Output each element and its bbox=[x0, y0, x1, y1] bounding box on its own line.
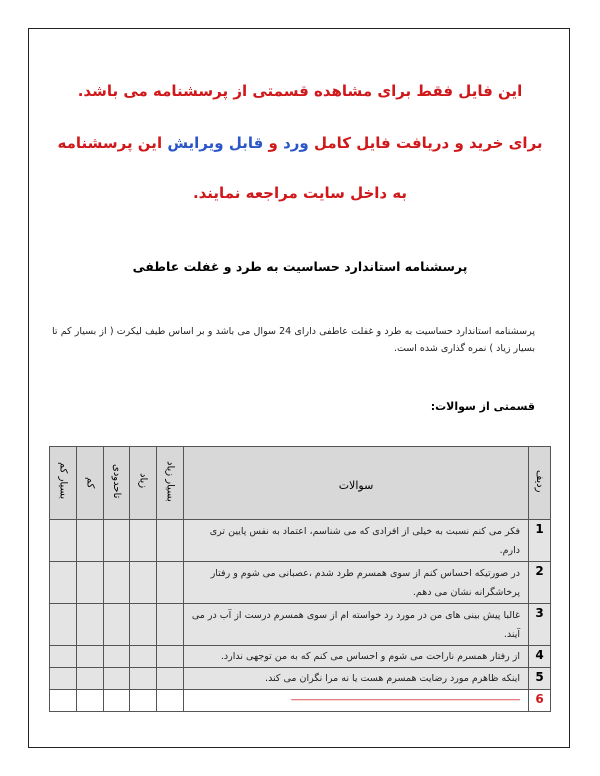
question-text: غالبا پیش بینی های من در مورد رد خواسته ام از سوی همسرم درست از آب در می آیند. bbox=[184, 604, 529, 646]
answer-cell[interactable] bbox=[77, 604, 104, 646]
row-number: 6 bbox=[529, 690, 551, 712]
table-row bbox=[50, 520, 551, 562]
notice-text-3: به داخل سایت مراجعه نمایند. bbox=[192, 184, 408, 202]
table-row bbox=[50, 690, 551, 712]
answer-cell[interactable] bbox=[104, 646, 130, 668]
answer-cell[interactable] bbox=[157, 690, 184, 712]
answer-cell[interactable] bbox=[157, 604, 184, 646]
answer-cell[interactable] bbox=[130, 562, 157, 604]
answer-cell[interactable] bbox=[77, 668, 104, 690]
header-row-number: ردیف bbox=[529, 447, 551, 520]
table-row bbox=[50, 604, 551, 646]
answer-cell[interactable] bbox=[104, 562, 130, 604]
answer-cell[interactable] bbox=[104, 668, 130, 690]
answer-cell[interactable] bbox=[77, 562, 104, 604]
row-number: 5 bbox=[529, 668, 551, 690]
table-row bbox=[50, 646, 551, 668]
row-number: 1 bbox=[529, 520, 551, 562]
answer-cell[interactable] bbox=[130, 690, 157, 712]
header-high: زیاد bbox=[130, 447, 157, 520]
section-heading: قسمتی از سوالات: bbox=[430, 400, 535, 413]
notice-text-2c: و bbox=[268, 134, 278, 152]
row-number: 2 bbox=[529, 562, 551, 604]
answer-cell[interactable] bbox=[157, 668, 184, 690]
header-low: کم bbox=[77, 447, 104, 520]
table-header-row bbox=[50, 447, 551, 520]
row-number: 3 bbox=[529, 604, 551, 646]
answer-cell[interactable] bbox=[157, 646, 184, 668]
question-text: اینکه ظاهرم مورد رضایت همسرم هست یا نه مرا نگران می کند. bbox=[184, 668, 529, 690]
notice-text-2a: برای خرید و دریافت فایل کامل bbox=[314, 134, 543, 152]
answer-cell[interactable] bbox=[104, 690, 130, 712]
header-somewhat: تاحدودی bbox=[104, 447, 130, 520]
question-text: در صورتیکه احساس کنم از سوی همسرم طرد شدم ،عصبانی می شوم و رفتار پرخاشگرانه نشان می دهم. bbox=[184, 562, 529, 604]
answer-cell[interactable] bbox=[130, 604, 157, 646]
notice-line-2 bbox=[40, 133, 560, 153]
answer-cell[interactable] bbox=[50, 646, 77, 668]
answer-cell[interactable] bbox=[50, 604, 77, 646]
table-row bbox=[50, 562, 551, 604]
header-questions: سوالات bbox=[184, 447, 529, 520]
answer-cell[interactable] bbox=[50, 690, 77, 712]
answer-cell[interactable] bbox=[130, 520, 157, 562]
notice-text-1: این فایل فقط برای مشاهده قسمتی از پرسشنامه می باشد. bbox=[77, 82, 523, 100]
answer-cell[interactable] bbox=[130, 668, 157, 690]
header-very-high: بسیار زیاد bbox=[157, 447, 184, 520]
answer-cell[interactable] bbox=[157, 562, 184, 604]
notice-word-word: ورد bbox=[283, 134, 309, 152]
header-very-low: بسیار کم bbox=[50, 447, 77, 520]
answer-cell[interactable] bbox=[104, 520, 130, 562]
answer-cell[interactable] bbox=[77, 690, 104, 712]
question-text: فکر می کنم نسبت به خیلی از افرادی که می شناسم، اعتماد به نفس پایین تری دارم. bbox=[184, 520, 529, 562]
question-text: از رفتار همسرم ناراحت می شوم و احساس می کنم که به من توجهی ندارد. bbox=[184, 646, 529, 668]
answer-cell[interactable] bbox=[50, 562, 77, 604]
questionnaire-title: پرسشنامه استاندارد حساسیت به طرد و غفلت عاطفی bbox=[132, 259, 468, 274]
answer-cell[interactable] bbox=[50, 668, 77, 690]
answer-cell[interactable] bbox=[77, 520, 104, 562]
notice-line-3 bbox=[40, 183, 560, 203]
notice-editable: قابل ویرایش bbox=[167, 134, 264, 152]
notice-line-1 bbox=[40, 81, 560, 101]
row-number: 4 bbox=[529, 646, 551, 668]
notice-text-2e: این پرسشنامه bbox=[57, 134, 163, 152]
questions-table bbox=[49, 446, 551, 712]
answer-cell[interactable] bbox=[104, 604, 130, 646]
answer-cell[interactable] bbox=[130, 646, 157, 668]
answer-cell[interactable] bbox=[157, 520, 184, 562]
question-text-placeholder: ------------------------------------------------------------------------------------------------------ bbox=[184, 690, 529, 712]
answer-cell[interactable] bbox=[77, 646, 104, 668]
table-row bbox=[50, 668, 551, 690]
questionnaire-description: پرسشنامه استاندارد حساسیت به طرد و غفلت عاطفی دارای 24 سوال می باشد و بر اساس طیف لیکرت ( از بسیار کم تا بسیار زیاد ) نمره گذاری شده است. bbox=[52, 326, 535, 354]
answer-cell[interactable] bbox=[50, 520, 77, 562]
